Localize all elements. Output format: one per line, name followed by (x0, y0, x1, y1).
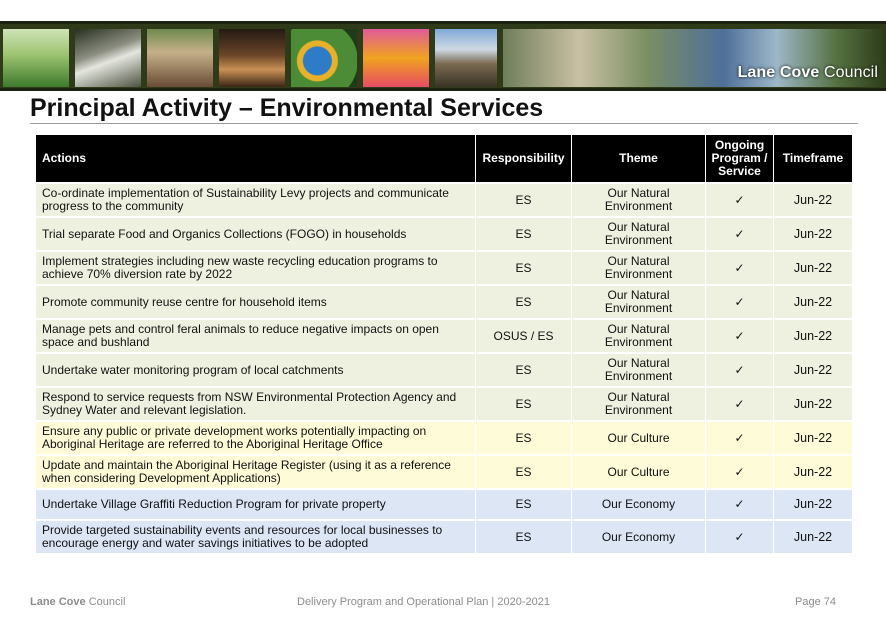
timeframe-cell: Jun-22 (774, 519, 852, 553)
responsibility-cell: ES (476, 420, 572, 454)
header-timeframe: Timeframe (774, 135, 852, 182)
theme-cell: Our Natural Environment (572, 182, 706, 216)
timeframe-cell: Jun-22 (774, 182, 852, 216)
header-theme: Theme (572, 135, 706, 182)
theme-cell: Our Economy (572, 519, 706, 553)
responsibility-cell: ES (476, 352, 572, 386)
action-cell: Trial separate Food and Organics Collections (FOGO) in households (36, 216, 476, 250)
dancer-photo (363, 29, 429, 87)
responsibility-cell: ES (476, 216, 572, 250)
table-header-row (36, 135, 852, 182)
theme-cell: Our Natural Environment (572, 216, 706, 250)
action-cell: Undertake water monitoring program of local catchments (36, 352, 476, 386)
action-cell: Ensure any public or private development works potentially impacting on Aboriginal Heritage are referred to the Aboriginal Heritage Office (36, 420, 476, 454)
waterfall-photo (75, 29, 141, 87)
header-banner (0, 21, 886, 91)
theme-cell: Our Culture (572, 420, 706, 454)
ongoing-check-icon: ✓ (706, 352, 774, 386)
brand-light: Council (823, 64, 878, 81)
action-cell: Implement strategies including new waste recycling education programs to achieve 70% diversion rate by 2022 (36, 250, 476, 284)
market-photo (219, 29, 285, 87)
actions-table (36, 135, 852, 553)
table-row (36, 454, 852, 488)
theme-cell: Our Culture (572, 454, 706, 488)
ongoing-check-icon: ✓ (706, 386, 774, 420)
footer-document-title: Delivery Program and Operational Plan | 2020-2021 (297, 596, 550, 608)
theme-cell: Our Economy (572, 488, 706, 519)
lorikeet-photo (291, 29, 357, 87)
responsibility-cell: ES (476, 519, 572, 553)
footer-org-light: Council (88, 596, 126, 608)
header-ongoing: Ongoing Program / Service (706, 135, 774, 182)
timeframe-cell: Jun-22 (774, 386, 852, 420)
footer-org-bold: Lane Cove (30, 596, 86, 608)
ongoing-check-icon: ✓ (706, 216, 774, 250)
ongoing-check-icon: ✓ (706, 284, 774, 318)
action-cell: Update and maintain the Aboriginal Heritage Register (using it as a reference when considering Development Applications) (36, 454, 476, 488)
brand-bold: Lane Cove (737, 64, 820, 81)
ongoing-check-icon: ✓ (706, 519, 774, 553)
responsibility-cell: ES (476, 454, 572, 488)
responsibility-cell: OSUS / ES (476, 318, 572, 352)
title-divider (30, 123, 858, 124)
ongoing-check-icon: ✓ (706, 318, 774, 352)
action-cell: Provide targeted sustainability events and resources for local businesses to encourage energy and water savings initiatives to be adopted (36, 519, 476, 553)
table-row (36, 420, 852, 454)
table-row (36, 284, 852, 318)
timeframe-cell: Jun-22 (774, 488, 852, 519)
timeframe-cell: Jun-22 (774, 284, 852, 318)
council-logo-text (738, 64, 878, 82)
building-photo (435, 29, 497, 87)
garden-photo (3, 29, 69, 87)
responsibility-cell: ES (476, 250, 572, 284)
table-row (36, 386, 852, 420)
action-cell: Respond to service requests from NSW Environmental Protection Agency and Sydney Water and relevant legislation. (36, 386, 476, 420)
table-row (36, 318, 852, 352)
header-responsibility: Responsibility (476, 135, 572, 182)
timeframe-cell: Jun-22 (774, 250, 852, 284)
timeframe-cell: Jun-22 (774, 454, 852, 488)
responsibility-cell: ES (476, 182, 572, 216)
table-row (36, 250, 852, 284)
table-body (36, 182, 852, 553)
table-row (36, 488, 852, 519)
action-cell: Manage pets and control feral animals to reduce negative impacts on open space and bushland (36, 318, 476, 352)
footer-page-number: Page 74 (795, 596, 836, 608)
responsibility-cell: ES (476, 386, 572, 420)
ongoing-check-icon: ✓ (706, 182, 774, 216)
theme-cell: Our Natural Environment (572, 386, 706, 420)
timeframe-cell: Jun-22 (774, 420, 852, 454)
theme-cell: Our Natural Environment (572, 318, 706, 352)
ongoing-check-icon: ✓ (706, 454, 774, 488)
festival-photo (147, 29, 213, 87)
page-title: Principal Activity – Environmental Services (30, 94, 544, 122)
footer-org (30, 596, 125, 608)
responsibility-cell: ES (476, 488, 572, 519)
action-cell: Co-ordinate implementation of Sustainability Levy projects and communicate progress to the community (36, 182, 476, 216)
action-cell: Promote community reuse centre for household items (36, 284, 476, 318)
table-row (36, 216, 852, 250)
table-row (36, 519, 852, 553)
responsibility-cell: ES (476, 284, 572, 318)
header-actions: Actions (36, 135, 476, 182)
timeframe-cell: Jun-22 (774, 352, 852, 386)
timeframe-cell: Jun-22 (774, 318, 852, 352)
table-row (36, 182, 852, 216)
table-row (36, 352, 852, 386)
action-cell: Undertake Village Graffiti Reduction Program for private property (36, 488, 476, 519)
timeframe-cell: Jun-22 (774, 216, 852, 250)
ongoing-check-icon: ✓ (706, 250, 774, 284)
ongoing-check-icon: ✓ (706, 420, 774, 454)
ongoing-check-icon: ✓ (706, 488, 774, 519)
theme-cell: Our Natural Environment (572, 250, 706, 284)
theme-cell: Our Natural Environment (572, 284, 706, 318)
theme-cell: Our Natural Environment (572, 352, 706, 386)
